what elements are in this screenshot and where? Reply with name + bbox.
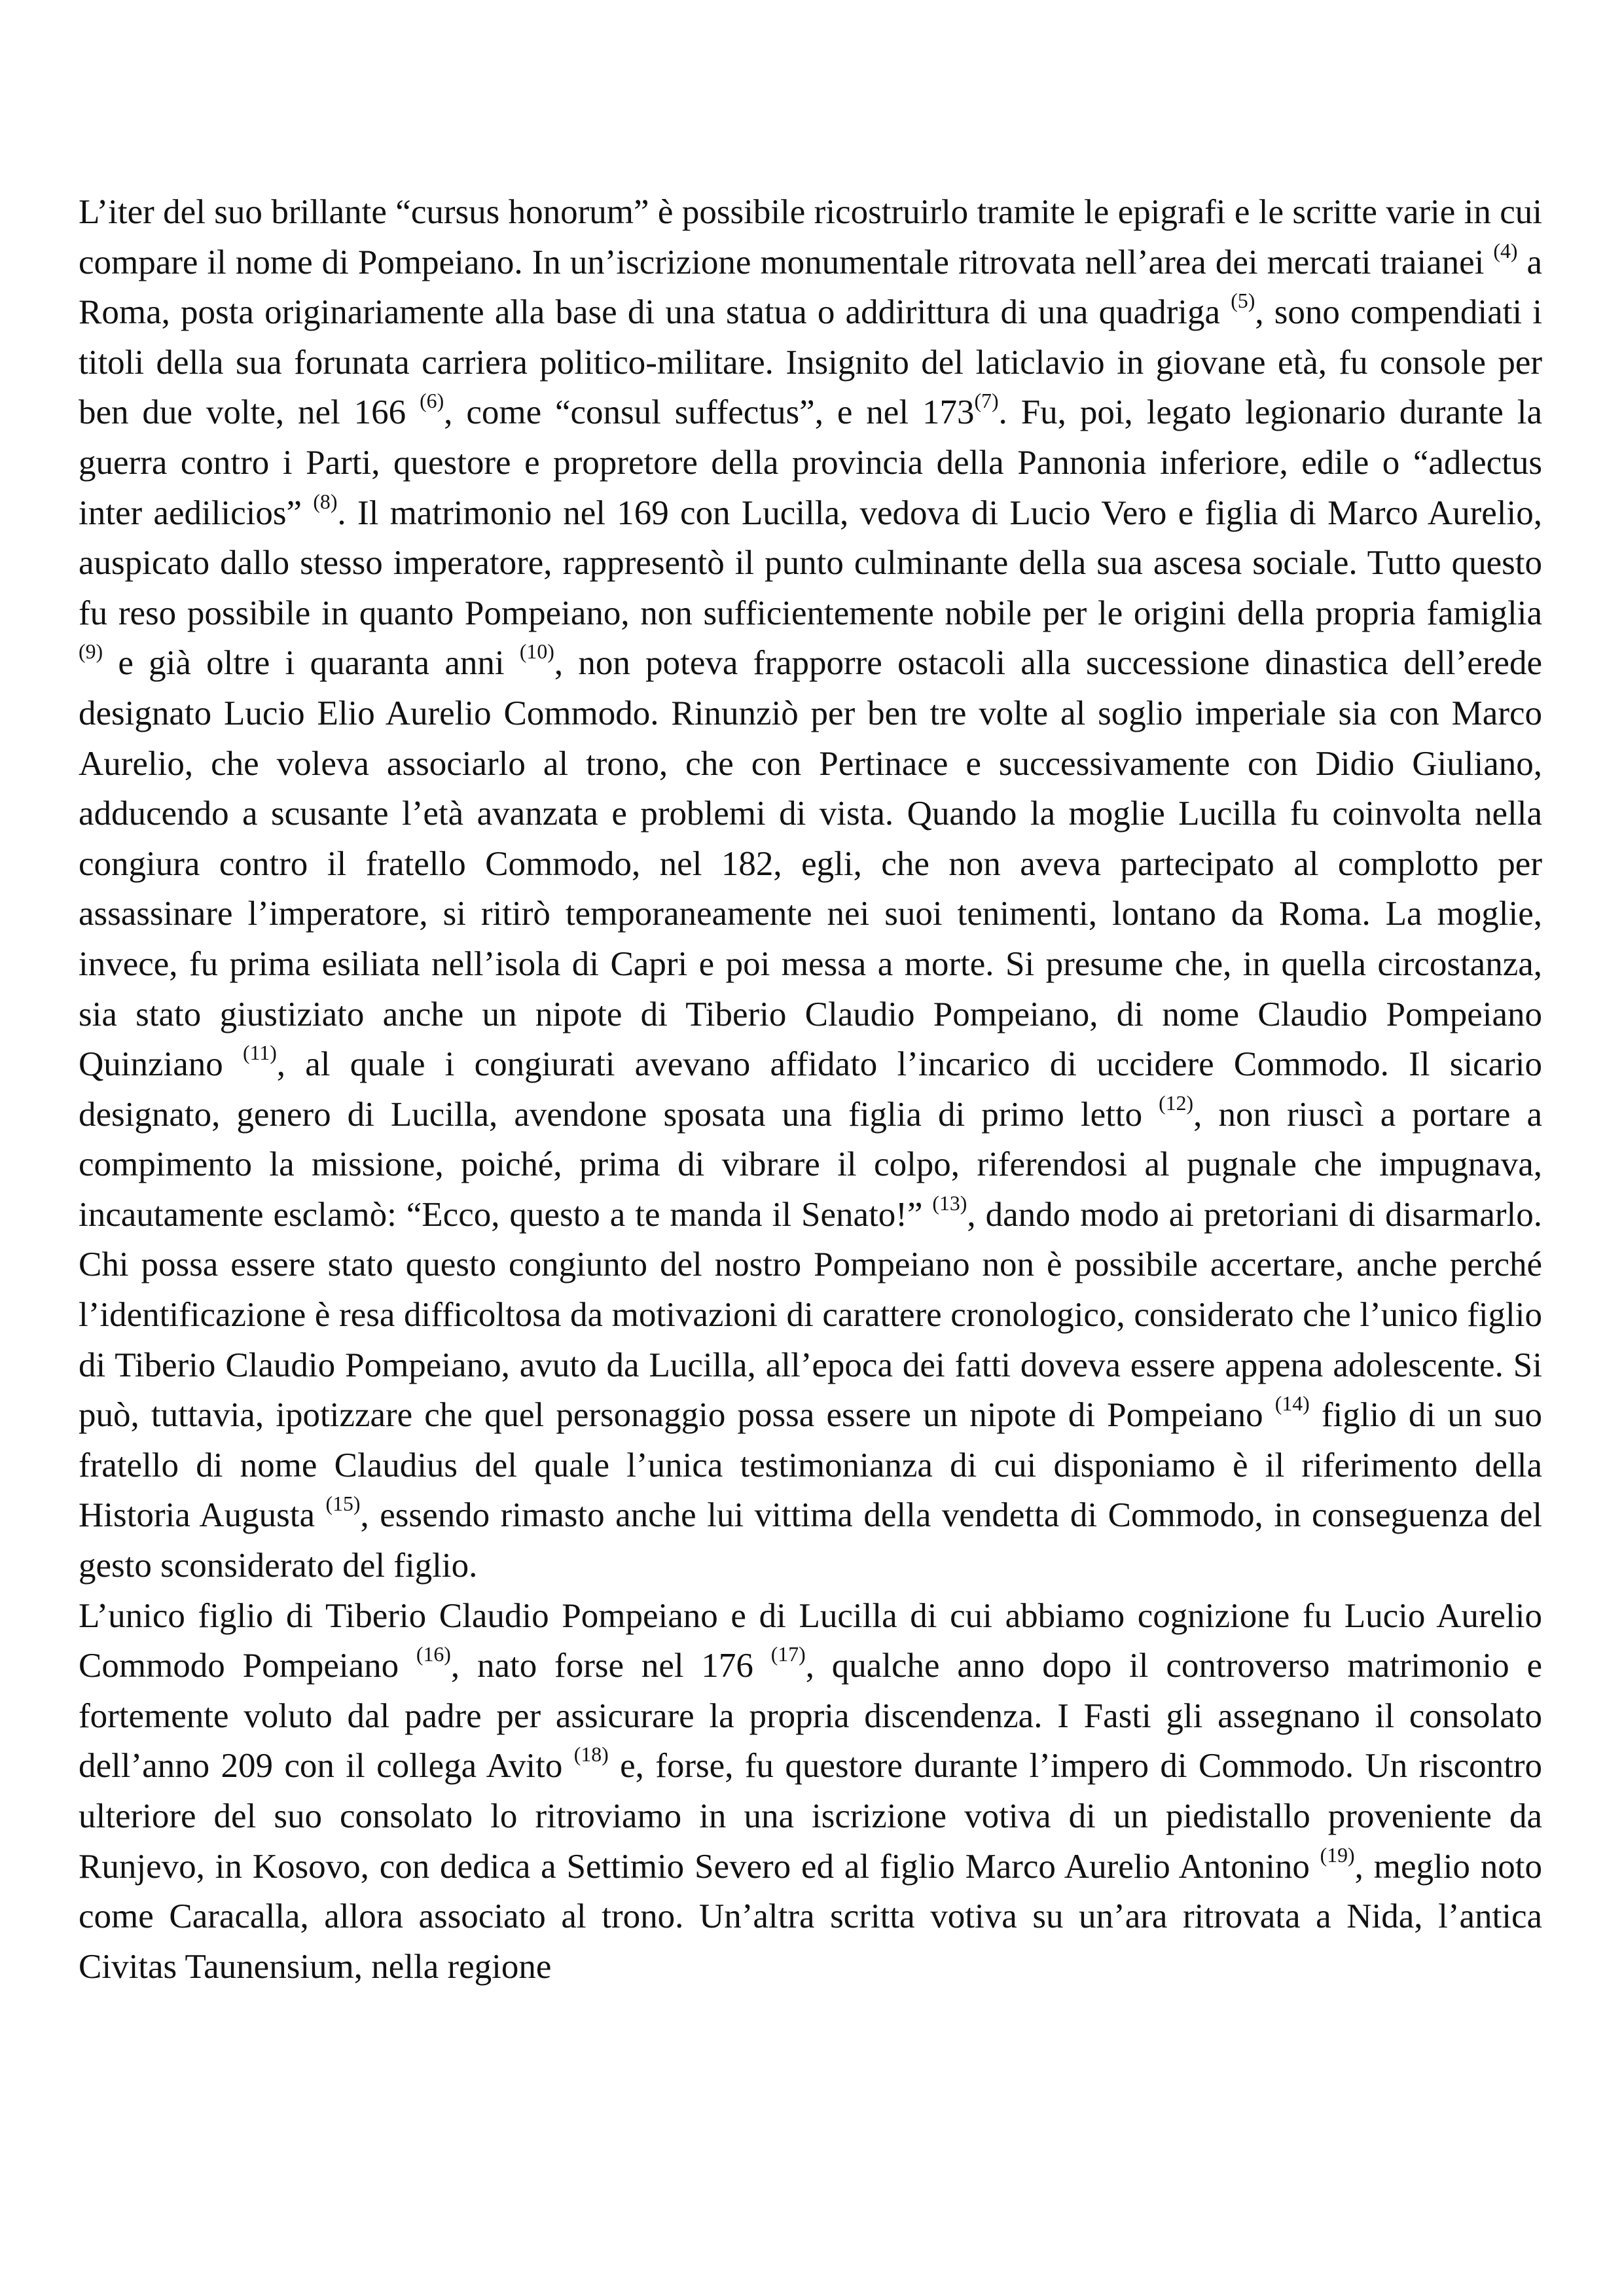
body-text [79,187,1542,1992]
text-run: a Roma, posta originariamente alla base di una statua o addirittura di una quadriga [79,243,1542,332]
text-run: , qualche anno dopo il controverso matrimonio e fortemente voluto dal padre per assicurare la propria discendenza. I Fasti gli assegnano il consolato dell’anno 209 con il collega Avito [79,1647,1542,1785]
footnote-reference: (9) [79,640,103,664]
footnote-reference: (6) [420,389,444,413]
text-run: , non riuscì a portare a compimento la missione, poiché, prima di vibrare il colpo, riferendosi al pugnale che impugnava, incautamente esclamò: “Ecco, questo a te manda il Senato!” [79,1095,1542,1234]
footnote-reference: (10) [519,640,554,664]
footnote-reference: (17) [770,1643,806,1666]
text-run: , non poteva frapporre ostacoli alla successione dinastica dell’erede designato Lucio Elio Aurelio Commodo. Rinunziò per ben tre volte al soglio imperiale sia con Marco Aurelio, che voleva associarlo al trono, che con Pertinace e successivamente con Didio Giuliano, adducendo a scusante l’età avanzata e problemi di vista. Quando la moglie Lucilla fu coinvolta nella congiura contro il fratello Commodo, nel 182, egli, che non aveva partecipato al complotto per assassinare l’imperatore, si ritirò temporaneamente nei suoi tenimenti, lontano da Roma. La moglie, invece, fu prima esiliata nell’isola di Capri e poi messa a morte. Si presume che, in quella circostanza, sia stato giustiziato anche un nipote di Tiberio Claudio Pompeiano, di nome Claudio Pompeiano Quinziano [79,644,1542,1084]
footnote-reference: (5) [1231,289,1255,313]
footnote-reference: (8) [313,490,338,513]
text-run: . Il matrimonio nel 169 con Lucilla, vedova di Lucio Vero e figlia di Marco Aurelio, auspicato dallo stesso imperatore, rappresentò il punto culminante della sua ascesa sociale. Tutto questo fu reso possibile in quanto Pompeiano, non sufficientemente nobile per le origini della propria famiglia [79,493,1543,632]
text-run: e già oltre i quaranta anni [103,644,520,683]
text-run: , nato forse nel 176 [450,1647,771,1685]
text-run: , essendo rimasto anche lui vittima della vendetta di Commodo, in conseguenza del gesto sconsiderato del figlio. [79,1496,1542,1585]
footnote-reference: (18) [573,1743,609,1767]
text-run: , al quale i congiurati avevano affidato l’incarico di uccidere Commodo. Il sicario designato, genero di Lucilla, avendone sposata una figlia di primo letto [79,1045,1542,1134]
text-run: L’iter del suo brillante “cursus honorum” è possibile ricostruirlo tramite le epigrafi e le scritte varie in cui compare il nome di Pompeiano. In un’iscrizione monumentale ritrovata nell’area dei mercati traianei [79,193,1542,281]
text-run: , come “consul suffectus”, e nel 173 [444,393,975,432]
footnote-reference: (11) [242,1041,277,1065]
text-run: L’unico figlio di Tiberio Claudio Pompeiano e di Lucilla di cui abbiamo cognizione fu Lucio Aurelio Commodo Pompeiano [79,1596,1542,1685]
paragraph-1 [79,187,1542,1591]
footnote-reference: (19) [1320,1843,1355,1867]
text-run: . Fu, poi, legato legionario durante la guerra contro i Parti, questore e propretore della provincia della Pannonia inferiore, edile o “adlectus inter aedilicios” [79,393,1542,532]
paragraph-2 [79,1591,1542,1992]
footnote-reference: (12) [1159,1091,1194,1115]
footnote-reference: (7) [974,389,999,413]
footnote-reference: (13) [932,1192,967,1215]
footnote-reference: (16) [416,1643,451,1666]
footnote-reference: (15) [325,1492,361,1516]
footnote-reference: (14) [1274,1392,1310,1416]
text-run: e, forse, fu questore durante l’impero di Commodo. Un riscontro ulteriore del suo consolato lo ritroviamo in una iscrizione votiva di un piedistallo proveniente da Runjevo, in Kosovo, con dedica a Settimio Severo ed al figlio Marco Aurelio Antonino [79,1747,1542,1886]
footnote-reference: (4) [1493,239,1518,262]
text-run: , sono compendiati i titoli della sua forunata carriera politico-militare. Insignito del laticlavio in giovane età, fu console per ben due volte, nel 166 [79,293,1542,432]
text-run: figlio di un suo fratello di nome Claudius del quale l’unica testimonianza di cui disponiamo è il riferimento della Historia Augusta [79,1396,1542,1535]
text-run: , meglio noto come Caracalla, allora associato al trono. Un’altra scritta votiva su un’ara ritrovata a Nida, l’antica Civitas Taunensium, nella regione [79,1847,1542,1986]
text-run: , dando modo ai pretoriani di disarmarlo. Chi possa essere stato questo congiunto del nostro Pompeiano non è possibile accertare, anche perché l’identificazione è resa difficoltosa da motivazioni di carattere cronologico, considerato che l’unico figlio di Tiberio Claudio Pompeiano, avuto da Lucilla, all’epoca dei fatti doveva essere appena adolescente. Si può, tuttavia, ipotizzare che quel personaggio possa essere un nipote di Pompeiano [79,1195,1542,1435]
